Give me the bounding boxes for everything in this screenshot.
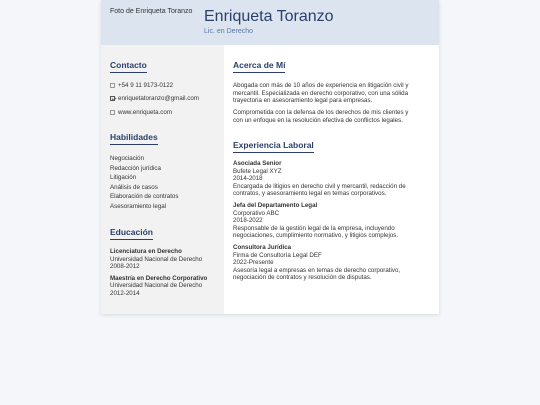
job-description: contratos, y asesoramiento legal en temas corporativos.: [233, 190, 387, 197]
job-company: Corporativo ABC: [233, 209, 280, 217]
about-paragraph-line: Comprometida con la defensa de los derechos de mis clientes y: [233, 109, 409, 116]
skill-item: Redacción jurídica: [110, 164, 161, 172]
job-company: Bufete Legal XYZ: [233, 167, 282, 175]
person-title: Lic. en Derecho: [204, 28, 254, 35]
person-name: Enriqueta Toranzo: [204, 8, 334, 25]
skill-item: Elaboración de contratos: [110, 193, 179, 200]
contact-phone: [110, 82, 173, 90]
skill-item: Litigación: [110, 174, 137, 181]
contact-email[interactable]: [110, 95, 199, 103]
phone-text: +54 9 11 9173-0122: [118, 82, 174, 89]
job-role: Asociada Senior: [233, 160, 282, 167]
sidebar: [101, 45, 224, 314]
email-text[interactable]: enriquetatoranzo@gmail.com: [118, 95, 199, 102]
experience-heading: Experiencia Laboral: [233, 140, 314, 153]
job-years: 2014-2018: [233, 175, 263, 182]
job-description: Responsable de la gestión legal de la empresa, incluyendo: [233, 224, 395, 232]
education-years: 2012-2014: [110, 289, 140, 297]
globe-icon: [110, 110, 115, 115]
website-text[interactable]: www.enriqueta.com: [118, 109, 172, 116]
job-years: 2022-Presente: [233, 259, 274, 266]
skill-item: Análisis de casos: [110, 183, 158, 191]
job-role: Consultora Jurídica: [233, 244, 292, 251]
resume-page: [101, 0, 439, 314]
education-degree: Licenciatura en Derecho: [110, 248, 182, 255]
education-school: Universidad Nacional de Derecho: [110, 255, 203, 263]
contact-website[interactable]: [110, 109, 172, 117]
about-paragraph-line: Abogada con más de 10 años de experiencia en litigación civil y: [233, 82, 409, 89]
resume-header: [101, 0, 439, 45]
job-description: Encargada de litigios en derecho civil y mercantil, redacción de: [233, 182, 406, 190]
education-degree: Maestría en Derecho Corporativo: [110, 274, 208, 282]
about-heading: Acerca de Mí: [233, 60, 285, 73]
email-icon: [110, 96, 115, 101]
phone-icon: [110, 83, 115, 88]
job-years: 2018-2022: [233, 217, 263, 224]
skills-heading: Habilidades: [110, 132, 158, 145]
education-heading: Educación: [110, 227, 153, 240]
main-content: [224, 45, 439, 314]
skill-item: Asesoramiento legal: [110, 202, 167, 210]
contact-heading: Contacto: [110, 60, 147, 73]
job-company: Firma de Consultoría Legal DEF: [233, 251, 322, 259]
about-paragraph-line: mercantil. Especializada en derecho corporativo, con una sólida: [233, 89, 409, 97]
education-school: Universidad Nacional de Derecho: [110, 282, 203, 289]
profile-photo: Foto de Enriqueta Toranzo: [110, 8, 193, 15]
about-paragraph-line: con un enfoque en la resolución efectiva de conflictos legales.: [233, 116, 403, 124]
about-paragraph-line: trayectoria en asesoramiento legal para empresas.: [233, 97, 373, 104]
skill-item: Negociación: [110, 155, 145, 162]
job-description: negociaciones, cumplimiento normativo, y litigios complejos.: [233, 232, 399, 239]
job-description: negociación de contratos y resolución de disputas.: [233, 274, 372, 281]
education-years: 2008-2012: [110, 263, 140, 270]
job-description: Asesoría legal a empresas en temas de derecho corporativo,: [233, 266, 401, 274]
job-role: Jefa del Departamento Legal: [233, 202, 318, 209]
